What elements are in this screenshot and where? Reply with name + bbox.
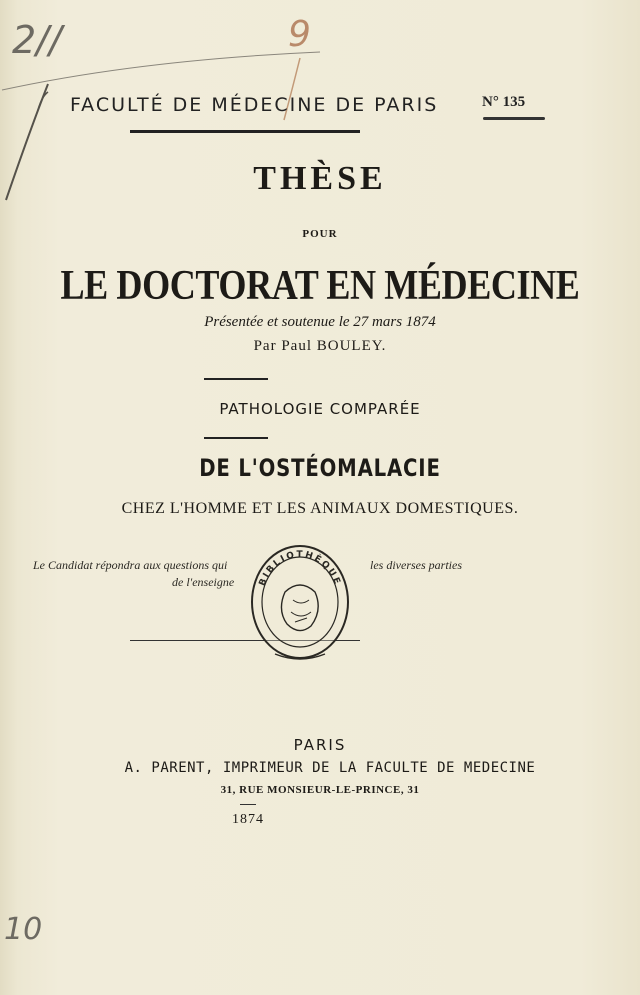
imprint-address: 31, RUE MONSIEUR-LE-PRINCE, 31 bbox=[220, 784, 420, 796]
subject-subtitle: CHEZ L'HOMME ET LES ANIMAUX DOMESTIQUES. bbox=[121, 500, 519, 517]
faculty-heading: FACULTÉ DE MÉDECINE DE PARIS bbox=[70, 94, 439, 116]
degree-title: LE DOCTORAT EN MÉDECINE bbox=[60, 263, 580, 309]
field-heading: PATHOLOGIE COMPARÉE bbox=[219, 400, 421, 418]
handwritten-mark-top-left: 2// bbox=[12, 18, 62, 62]
handwritten-mark-top-middle: 9 bbox=[288, 14, 311, 55]
thesis-number: N° 135 bbox=[482, 94, 526, 110]
header-rule bbox=[130, 130, 360, 133]
defense-date: Présentée et soutenue le 27 mars 1874 bbox=[204, 314, 436, 330]
year-rule bbox=[240, 804, 256, 805]
author-line: Par Paul BOULEY. bbox=[253, 338, 387, 354]
thesis-title: THÈSE bbox=[253, 160, 387, 197]
divider-2 bbox=[204, 437, 268, 439]
subject-title: DE L'OSTÉOMALACIE bbox=[199, 454, 441, 482]
divider-1 bbox=[204, 378, 268, 380]
library-seal-icon bbox=[245, 542, 355, 672]
notice-text-3: les diverses parties bbox=[370, 558, 462, 572]
imprint-city: PARIS bbox=[293, 736, 347, 754]
seal-text: BIBLIOTHÈQUE bbox=[257, 549, 343, 588]
imprint-printer: A. PARENT, IMPRIMEUR DE LA FACULTE DE MEDECINE bbox=[124, 760, 536, 776]
notice-text-2: de l'enseigne bbox=[172, 575, 235, 589]
number-underline bbox=[483, 117, 545, 120]
notice-text-1: Le Candidat répondra aux questions qui bbox=[33, 558, 228, 572]
handwritten-mark-bottom-left: 10 bbox=[4, 912, 43, 947]
pencil-stroke-top bbox=[0, 50, 340, 130]
imprint-year: 1874 bbox=[232, 812, 264, 827]
pour-label: POUR bbox=[302, 228, 338, 240]
